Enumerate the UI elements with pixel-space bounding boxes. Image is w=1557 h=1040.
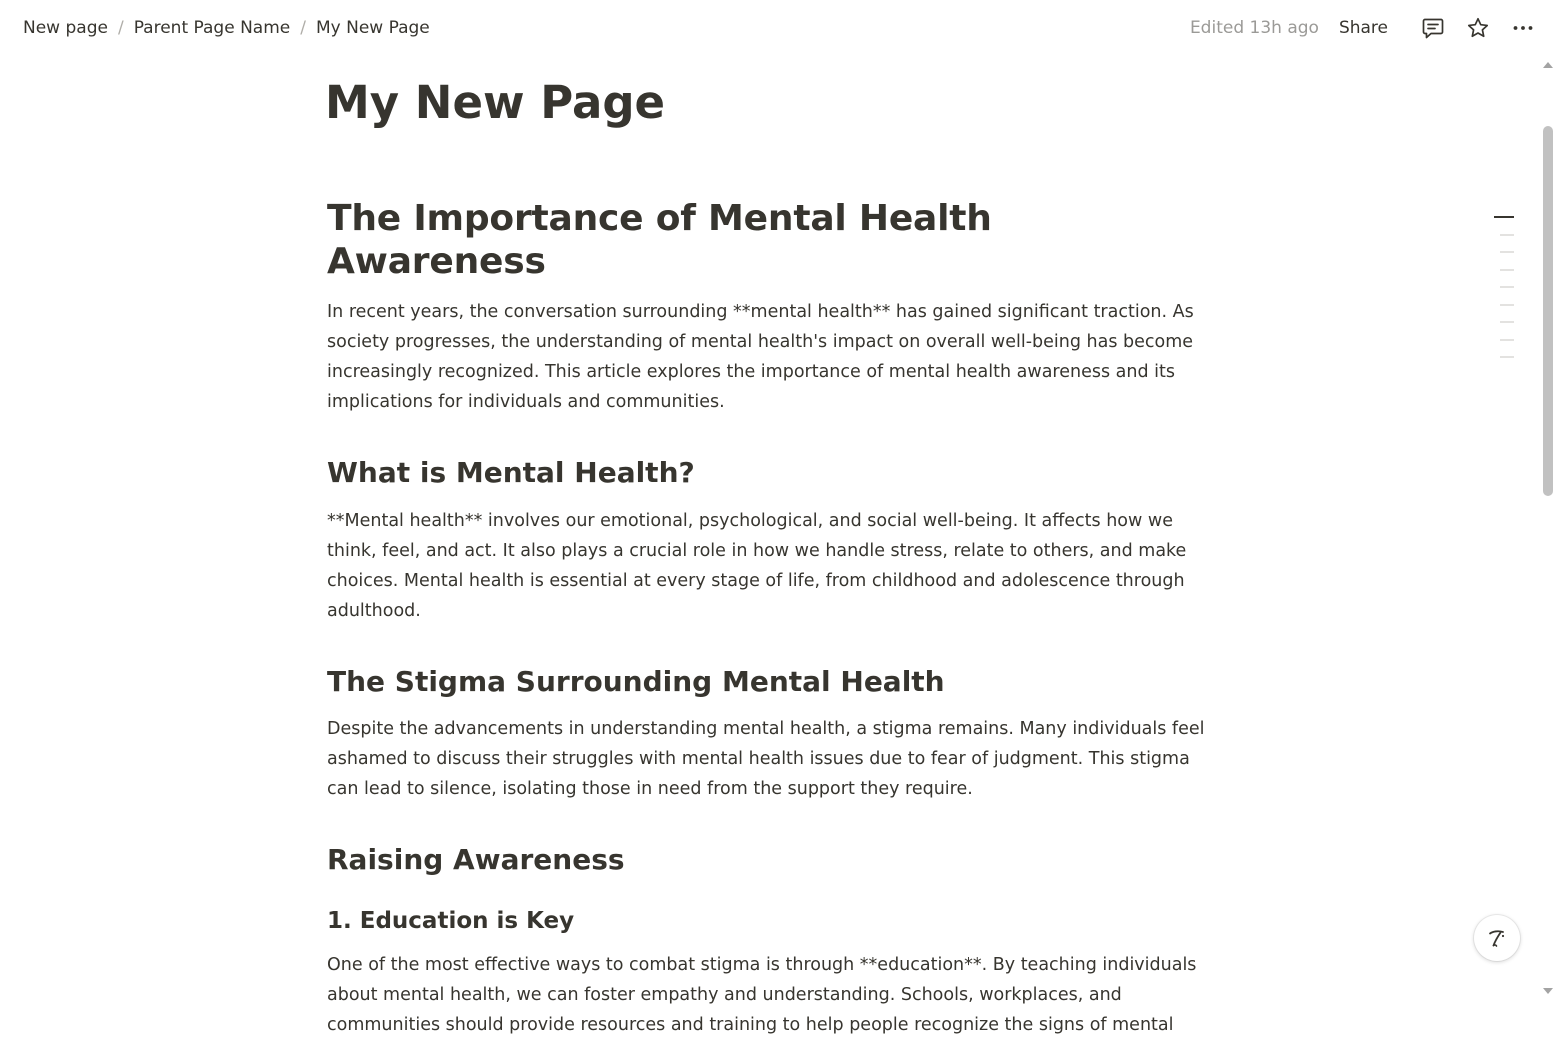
more-options-button[interactable]	[1505, 12, 1541, 44]
toc-entry[interactable]	[1500, 339, 1514, 341]
breadcrumb-item-current-page[interactable]: My New Page	[315, 18, 430, 38]
page-content	[327, 56, 1207, 1040]
topbar-actions	[1190, 12, 1541, 44]
toc-entry[interactable]	[1500, 321, 1514, 323]
breadcrumb-separator: /	[300, 18, 306, 38]
vertical-scrollbar[interactable]	[1539, 56, 1557, 1000]
paragraph-education[interactable]: One of the most effective ways to combat stigma is through **education**. By teaching individuals about mental health, we can foster empathy and understanding. Schools, workplaces, and communities should provide resources and training to help people recognize the signs of mental	[327, 955, 1197, 1036]
breadcrumb-item-parent-page[interactable]: Parent Page Name	[133, 18, 291, 38]
comments-button[interactable]	[1415, 12, 1451, 44]
toc-entry[interactable]	[1500, 304, 1514, 306]
top-bar	[0, 0, 1557, 56]
breadcrumb	[14, 15, 439, 41]
toc-entry[interactable]	[1500, 251, 1514, 253]
heading-what-is-mental-health[interactable]: What is Mental Health?	[327, 456, 695, 490]
comment-icon	[1421, 16, 1445, 40]
notion-ai-icon	[1484, 925, 1510, 951]
edited-timestamp: Edited 13h ago	[1189, 18, 1319, 38]
more-icon	[1511, 16, 1535, 40]
toc-entry[interactable]	[1494, 216, 1514, 218]
share-button[interactable]: Share	[1338, 18, 1388, 38]
heading-stigma[interactable]: The Stigma Surrounding Mental Health	[327, 664, 945, 698]
toc-entry[interactable]	[1500, 269, 1514, 271]
table-of-contents[interactable]	[1494, 216, 1518, 374]
breadcrumb-item-new-page[interactable]: New page	[23, 18, 108, 38]
star-icon	[1466, 16, 1490, 40]
notion-ai-button[interactable]	[1474, 915, 1520, 961]
scroll-down-arrow[interactable]	[1543, 988, 1553, 994]
heading-education-is-key[interactable]: 1. Education is Key	[327, 907, 575, 934]
paragraph-what-is-mental-health[interactable]: **Mental health** involves our emotional, psychological, and social well-being. It affects how we think, feel, and act. It also plays a crucial role in how we handle stress, relate to others, and make choices. Mental health is essential at every stage of life, from childhood and adolescence through adulthood.	[327, 510, 1187, 621]
toc-entry[interactable]	[1500, 234, 1514, 236]
page-title[interactable]: My New Page	[325, 76, 666, 129]
toc-entry[interactable]	[1500, 356, 1514, 358]
favorite-button[interactable]	[1460, 12, 1496, 44]
paragraph-stigma[interactable]: Despite the advancements in understanding mental health, a stigma remains. Many individuals feel ashamed to discuss their struggles with mental health issues due to fear of judgment. This stigma can lead to silence, isolating those in need from the support they require.	[327, 719, 1205, 800]
scroll-thumb[interactable]	[1543, 126, 1553, 496]
toc-entry[interactable]	[1500, 286, 1514, 288]
intro-paragraph[interactable]: In recent years, the conversation surrounding **mental health** has gained significant traction. As society progresses, the understanding of mental health's impact on overall well-being has become increasingly recognized. This article explores the importance of mental health awareness and its implications for individuals and communities.	[327, 302, 1194, 413]
scroll-up-arrow[interactable]	[1543, 62, 1553, 68]
heading-raising-awareness[interactable]: Raising Awareness	[327, 843, 625, 877]
breadcrumb-separator: /	[117, 18, 124, 38]
heading-1[interactable]: The Importance of Mental Health Awareness	[327, 198, 992, 283]
